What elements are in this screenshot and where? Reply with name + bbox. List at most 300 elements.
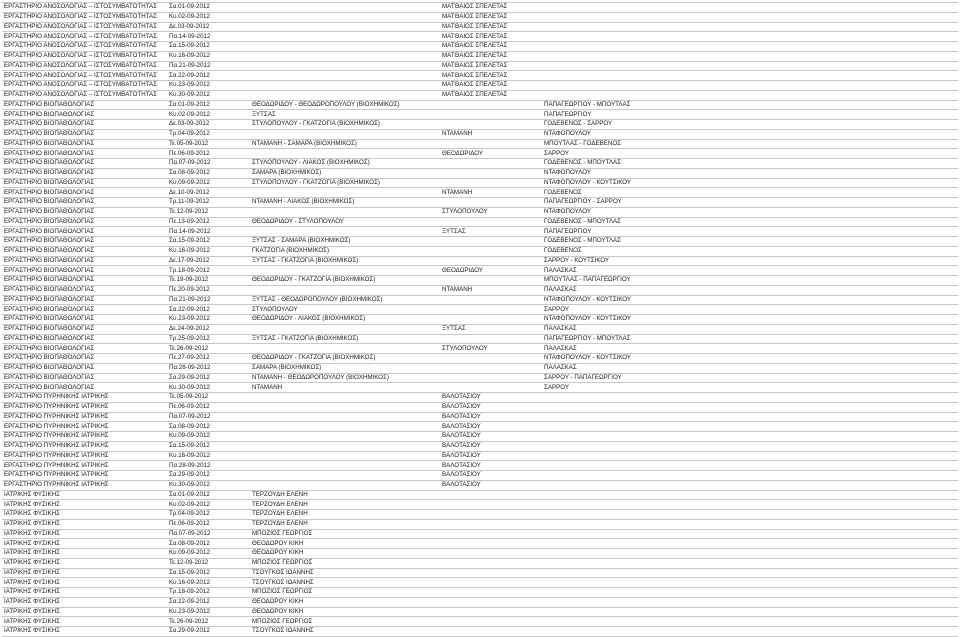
- empty-cell: [712, 32, 958, 42]
- assignee-a-cell: [250, 402, 440, 412]
- assignee-c-cell: ΠΑΠΑΓΕΩΡΓΙΟΥ - ΜΠΟΥΤΛΑΣ: [542, 334, 712, 344]
- assignee-c-cell: ΝΤΑΦΟΠΟΥΛΟΥ: [542, 168, 712, 178]
- lab-cell: ΕΡΓΑΣΤΗΡΙΟ ΑΝΟΣΟΛΟΓΙΑΣ – ΙΣΤΟΣΥΜΒΑΤΟΤΗΤΑΣ: [2, 22, 167, 32]
- table-row: [2, 198, 958, 208]
- lab-cell: ΕΡΓΑΣΤΗΡΙΟ ΒΙΟΠΑΘΟΛΟΓΙΑΣ: [2, 139, 167, 149]
- table-row: [2, 159, 958, 169]
- empty-cell: [712, 276, 958, 286]
- assignee-a-cell: [250, 412, 440, 422]
- empty-cell: [712, 373, 958, 383]
- date-cell: Τρ.25-09-2012: [167, 334, 250, 344]
- assignee-c-cell: [542, 519, 712, 529]
- date-cell: Σα.15-09-2012: [167, 441, 250, 451]
- assignee-a-cell: [250, 90, 440, 100]
- table-row: [2, 315, 958, 325]
- assignee-a-cell: ΞΥΤΣΑΣ - ΣΑΜΑΡΑ (ΒΙΟΧΗΜΙΚΟΣ): [250, 237, 440, 247]
- lab-cell: ΙΑΤΡΙΚΗΣ ΦΥΣΙΚΗΣ: [2, 568, 167, 578]
- empty-cell: [712, 627, 958, 637]
- table-row: [2, 383, 958, 393]
- assignee-c-cell: [542, 529, 712, 539]
- lab-cell: ΙΑΤΡΙΚΗΣ ΦΥΣΙΚΗΣ: [2, 529, 167, 539]
- empty-cell: [712, 51, 958, 61]
- date-cell: Πα.21-09-2012: [167, 61, 250, 71]
- empty-cell: [712, 110, 958, 120]
- assignee-b-cell: [440, 627, 542, 637]
- assignee-b-cell: [440, 168, 542, 178]
- lab-cell: ΕΡΓΑΣΤΗΡΙΟ ΒΙΟΠΑΘΟΛΟΓΙΑΣ: [2, 227, 167, 237]
- empty-cell: [712, 149, 958, 159]
- lab-cell: ΙΑΤΡΙΚΗΣ ΦΥΣΙΚΗΣ: [2, 597, 167, 607]
- date-cell: Δε.10-09-2012: [167, 188, 250, 198]
- empty-cell: [712, 217, 958, 227]
- lab-cell: ΕΡΓΑΣΤΗΡΙΟ ΒΙΟΠΑΘΟΛΟΓΙΑΣ: [2, 383, 167, 393]
- assignee-b-cell: [440, 110, 542, 120]
- assignee-b-cell: [440, 246, 542, 256]
- date-cell: Κυ.09-09-2012: [167, 178, 250, 188]
- assignee-b-cell: ΜΑΤΘΑΙΟΣ ΣΠΕΛΕΤΑΣ: [440, 12, 542, 22]
- lab-cell: ΕΡΓΑΣΤΗΡΙΟ ΒΙΟΠΑΘΟΛΟΓΙΑΣ: [2, 276, 167, 286]
- assignee-a-cell: ΤΣΟΥΓΚΟΣ ΙΩΑΝΝΗΣ: [250, 627, 440, 637]
- lab-cell: ΕΡΓΑΣΤΗΡΙΟ ΠΥΡΗΝΙΚΗΣ ΙΑΤΡΙΚΗΣ: [2, 393, 167, 403]
- lab-cell: ΕΡΓΑΣΤΗΡΙΟ ΒΙΟΠΑΘΟΛΟΓΙΑΣ: [2, 324, 167, 334]
- lab-cell: ΙΑΤΡΙΚΗΣ ΦΥΣΙΚΗΣ: [2, 607, 167, 617]
- assignee-b-cell: ΒΑΛΟΤΑΣΙΟΥ: [440, 402, 542, 412]
- date-cell: Σα.22-09-2012: [167, 305, 250, 315]
- assignee-c-cell: [542, 607, 712, 617]
- date-cell: Πα.21-09-2012: [167, 295, 250, 305]
- assignee-b-cell: ΒΑΛΟΤΑΣΙΟΥ: [440, 441, 542, 451]
- date-cell: Σα.22-09-2012: [167, 71, 250, 81]
- empty-cell: [712, 198, 958, 208]
- assignee-a-cell: ΣΤΥΛΟΠΟΥΛΟΥ: [250, 305, 440, 315]
- assignee-a-cell: ΘΕΟΔΩΡΟΥ ΚΙΚΗ: [250, 549, 440, 559]
- assignee-b-cell: ΒΑΛΟΤΑΣΙΟΥ: [440, 451, 542, 461]
- date-cell: Κυ.30-09-2012: [167, 480, 250, 490]
- empty-cell: [712, 510, 958, 520]
- assignee-c-cell: [542, 558, 712, 568]
- empty-cell: [712, 81, 958, 91]
- table-row: [2, 3, 958, 13]
- lab-cell: ΕΡΓΑΣΤΗΡΙΟ ΒΙΟΠΑΘΟΛΟΓΙΑΣ: [2, 129, 167, 139]
- date-cell: Σα.22-09-2012: [167, 597, 250, 607]
- table-row: [2, 588, 958, 598]
- assignee-b-cell: [440, 305, 542, 315]
- assignee-c-cell: ΠΑΛΑΣΚΑΣ: [542, 344, 712, 354]
- assignee-a-cell: ΤΕΡΖΟΥΔΗ ΕΛΕΝΗ: [250, 500, 440, 510]
- assignee-a-cell: ΝΤΑΜΑΝΗ - ΣΑΜΑΡΑ (ΒΙΟΧΗΜΙΚΟΣ): [250, 139, 440, 149]
- empty-cell: [712, 22, 958, 32]
- table-row: [2, 42, 958, 52]
- assignee-b-cell: ΒΑΛΟΤΑΣΙΟΥ: [440, 471, 542, 481]
- table-row: [2, 490, 958, 500]
- date-cell: Σα.29-09-2012: [167, 373, 250, 383]
- assignee-c-cell: [542, 402, 712, 412]
- assignee-b-cell: ΒΑΛΟΤΑΣΙΟΥ: [440, 480, 542, 490]
- date-cell: Πε.27-09-2012: [167, 354, 250, 364]
- assignee-b-cell: ΒΑΛΟΤΑΣΙΟΥ: [440, 393, 542, 403]
- lab-cell: ΕΡΓΑΣΤΗΡΙΟ ΠΥΡΗΝΙΚΗΣ ΙΑΤΡΙΚΗΣ: [2, 461, 167, 471]
- assignee-a-cell: ΜΠΟΖΙΟΣ ΓΕΩΡΓΙΟΣ: [250, 558, 440, 568]
- date-cell: Κυ.16-09-2012: [167, 51, 250, 61]
- lab-cell: ΙΑΤΡΙΚΗΣ ΦΥΣΙΚΗΣ: [2, 588, 167, 598]
- duty-roster-table: [2, 2, 958, 637]
- table-row: [2, 71, 958, 81]
- table-row: [2, 393, 958, 403]
- empty-cell: [712, 227, 958, 237]
- assignee-a-cell: [250, 451, 440, 461]
- table-row: [2, 51, 958, 61]
- lab-cell: ΕΡΓΑΣΤΗΡΙΟ ΑΝΟΣΟΛΟΓΙΑΣ – ΙΣΤΟΣΥΜΒΑΤΟΤΗΤΑΣ: [2, 32, 167, 42]
- assignee-b-cell: ΘΕΟΔΩΡΙΔΟΥ: [440, 149, 542, 159]
- empty-cell: [712, 168, 958, 178]
- lab-cell: ΕΡΓΑΣΤΗΡΙΟ ΒΙΟΠΑΘΟΛΟΓΙΑΣ: [2, 198, 167, 208]
- table-row: [2, 168, 958, 178]
- assignee-c-cell: [542, 510, 712, 520]
- assignee-a-cell: [250, 422, 440, 432]
- date-cell: Τρ.18-09-2012: [167, 266, 250, 276]
- date-cell: Δε.17-09-2012: [167, 256, 250, 266]
- date-cell: Πε.06-09-2012: [167, 519, 250, 529]
- assignee-b-cell: [440, 539, 542, 549]
- assignee-b-cell: [440, 490, 542, 500]
- assignee-b-cell: [440, 178, 542, 188]
- date-cell: Πα.14-09-2012: [167, 227, 250, 237]
- date-cell: Κυ.09-09-2012: [167, 432, 250, 442]
- lab-cell: ΕΡΓΑΣΤΗΡΙΟ ΒΙΟΠΑΘΟΛΟΓΙΑΣ: [2, 334, 167, 344]
- table-row: [2, 510, 958, 520]
- lab-cell: ΕΡΓΑΣΤΗΡΙΟ ΒΙΟΠΑΘΟΛΟΓΙΑΣ: [2, 246, 167, 256]
- assignee-c-cell: ΣΑΡΡΟΥ: [542, 383, 712, 393]
- assignee-b-cell: ΜΑΤΘΑΙΟΣ ΣΠΕΛΕΤΑΣ: [440, 32, 542, 42]
- assignee-a-cell: ΜΠΟΖΙΟΣ ΓΕΩΡΓΙΟΣ: [250, 617, 440, 627]
- date-cell: Σα.29-09-2012: [167, 627, 250, 637]
- assignee-a-cell: [250, 266, 440, 276]
- empty-cell: [712, 188, 958, 198]
- assignee-b-cell: ΝΤΑΜΑΝΗ: [440, 285, 542, 295]
- lab-cell: ΙΑΤΡΙΚΗΣ ΦΥΣΙΚΗΣ: [2, 578, 167, 588]
- assignee-c-cell: ΠΑΛΑΣΚΑΣ: [542, 285, 712, 295]
- empty-cell: [712, 588, 958, 598]
- date-cell: Δε.03-09-2012: [167, 22, 250, 32]
- empty-cell: [712, 12, 958, 22]
- lab-cell: ΕΡΓΑΣΤΗΡΙΟ ΠΥΡΗΝΙΚΗΣ ΙΑΤΡΙΚΗΣ: [2, 402, 167, 412]
- assignee-b-cell: [440, 217, 542, 227]
- assignee-a-cell: ΞΥΤΣΑΣ - ΘΕΟΔΩΡΟΠΟΥΛΟΥ (ΒΙΟΧΗΜΙΚΟΣ): [250, 295, 440, 305]
- table-row: [2, 617, 958, 627]
- assignee-a-cell: [250, 432, 440, 442]
- assignee-b-cell: [440, 120, 542, 130]
- assignee-c-cell: [542, 12, 712, 22]
- date-cell: Πε.06-09-2012: [167, 149, 250, 159]
- empty-cell: [712, 393, 958, 403]
- date-cell: Κυ.09-09-2012: [167, 549, 250, 559]
- assignee-a-cell: [250, 393, 440, 403]
- assignee-c-cell: [542, 422, 712, 432]
- assignee-a-cell: ΘΕΟΔΩΡΟΥ ΚΙΚΗ: [250, 539, 440, 549]
- date-cell: Τε.19-09-2012: [167, 276, 250, 286]
- assignee-c-cell: [542, 490, 712, 500]
- date-cell: Κυ.23-09-2012: [167, 315, 250, 325]
- assignee-b-cell: ΒΑΛΟΤΑΣΙΟΥ: [440, 432, 542, 442]
- empty-cell: [712, 207, 958, 217]
- lab-cell: ΕΡΓΑΣΤΗΡΙΟ ΑΝΟΣΟΛΟΓΙΑΣ – ΙΣΤΟΣΥΜΒΑΤΟΤΗΤΑΣ: [2, 12, 167, 22]
- assignee-c-cell: ΜΠΟΥΤΛΑΣ - ΓΟΔΕΒΕΝΟΣ: [542, 139, 712, 149]
- table-row: [2, 422, 958, 432]
- assignee-b-cell: ΜΑΤΘΑΙΟΣ ΣΠΕΛΕΤΑΣ: [440, 61, 542, 71]
- empty-cell: [712, 285, 958, 295]
- assignee-b-cell: [440, 597, 542, 607]
- table-row: [2, 558, 958, 568]
- date-cell: Τρ.11-09-2012: [167, 198, 250, 208]
- table-row: [2, 139, 958, 149]
- assignee-b-cell: [440, 100, 542, 110]
- assignee-c-cell: [542, 32, 712, 42]
- lab-cell: ΙΑΤΡΙΚΗΣ ΦΥΣΙΚΗΣ: [2, 558, 167, 568]
- empty-cell: [712, 412, 958, 422]
- table-row: [2, 373, 958, 383]
- date-cell: Πα.28-09-2012: [167, 363, 250, 373]
- assignee-c-cell: ΝΤΑΦΟΠΟΥΛΟΥ - ΚΟΥΤΣΙΚΟΥ: [542, 354, 712, 364]
- date-cell: Πα.14-09-2012: [167, 32, 250, 42]
- table-row: [2, 480, 958, 490]
- assignee-b-cell: ΝΤΑΜΑΝΗ: [440, 129, 542, 139]
- assignee-c-cell: [542, 90, 712, 100]
- lab-cell: ΕΡΓΑΣΤΗΡΙΟ ΒΙΟΠΑΘΟΛΟΓΙΑΣ: [2, 188, 167, 198]
- assignee-b-cell: [440, 354, 542, 364]
- table-row: [2, 607, 958, 617]
- assignee-a-cell: ΞΥΤΣΑΣ - ΓΚΑΤΖΟΓΙΑ (ΒΙΟΧΗΜΙΚΟΣ): [250, 256, 440, 266]
- assignee-b-cell: ΞΥΤΣΑΣ: [440, 227, 542, 237]
- date-cell: Κυ.16-09-2012: [167, 246, 250, 256]
- lab-cell: ΕΡΓΑΣΤΗΡΙΟ ΠΥΡΗΝΙΚΗΣ ΙΑΤΡΙΚΗΣ: [2, 441, 167, 451]
- assignee-c-cell: [542, 480, 712, 490]
- assignee-a-cell: ΜΠΟΖΙΟΣ ΓΕΩΡΓΙΟΣ: [250, 529, 440, 539]
- lab-cell: ΕΡΓΑΣΤΗΡΙΟ ΠΥΡΗΝΙΚΗΣ ΙΑΤΡΙΚΗΣ: [2, 480, 167, 490]
- lab-cell: ΕΡΓΑΣΤΗΡΙΟ ΒΙΟΠΑΘΟΛΟΓΙΑΣ: [2, 178, 167, 188]
- table-row: [2, 519, 958, 529]
- table-row: [2, 412, 958, 422]
- table-row: [2, 344, 958, 354]
- assignee-b-cell: [440, 510, 542, 520]
- table-row: [2, 149, 958, 159]
- date-cell: Σα.29-09-2012: [167, 471, 250, 481]
- date-cell: Κυ.23-09-2012: [167, 607, 250, 617]
- date-cell: Τε.05-09-2012: [167, 393, 250, 403]
- assignee-c-cell: [542, 432, 712, 442]
- assignee-c-cell: [542, 412, 712, 422]
- empty-cell: [712, 451, 958, 461]
- assignee-c-cell: ΠΑΠΑΓΕΩΡΓΙΟΥ: [542, 227, 712, 237]
- assignee-b-cell: ΝΤΑΜΑΝΗ: [440, 188, 542, 198]
- date-cell: Σα.01-09-2012: [167, 100, 250, 110]
- date-cell: Σα.08-09-2012: [167, 539, 250, 549]
- assignee-a-cell: ΤΕΡΖΟΥΔΗ ΕΛΕΝΗ: [250, 510, 440, 520]
- assignee-c-cell: ΠΑΛΑΣΚΑΣ: [542, 324, 712, 334]
- lab-cell: ΙΑΤΡΙΚΗΣ ΦΥΣΙΚΗΣ: [2, 510, 167, 520]
- assignee-c-cell: ΠΑΠΑΓΕΩΡΓΙΟΥ - ΣΑΡΡΟΥ: [542, 198, 712, 208]
- table-row: [2, 471, 958, 481]
- lab-cell: ΕΡΓΑΣΤΗΡΙΟ ΑΝΟΣΟΛΟΓΙΑΣ – ΙΣΤΟΣΥΜΒΑΤΟΤΗΤΑΣ: [2, 3, 167, 13]
- empty-cell: [712, 500, 958, 510]
- assignee-c-cell: ΠΑΠΑΓΕΩΡΓΙΟΥ - ΜΠΟΥΤΛΑΣ: [542, 100, 712, 110]
- table-row: [2, 295, 958, 305]
- date-cell: Κυ.02-09-2012: [167, 500, 250, 510]
- assignee-c-cell: ΠΑΛΑΣΚΑΣ: [542, 266, 712, 276]
- empty-cell: [712, 178, 958, 188]
- empty-cell: [712, 461, 958, 471]
- empty-cell: [712, 344, 958, 354]
- assignee-a-cell: ΘΕΟΔΩΡΙΔΟΥ - ΛΙΑΚΟΣ (ΒΙΟΧΗΜΙΚΟΣ): [250, 315, 440, 325]
- table-row: [2, 441, 958, 451]
- empty-cell: [712, 100, 958, 110]
- date-cell: Τε.26-09-2012: [167, 344, 250, 354]
- empty-cell: [712, 305, 958, 315]
- assignee-c-cell: [542, 617, 712, 627]
- assignee-b-cell: [440, 578, 542, 588]
- assignee-a-cell: [250, 441, 440, 451]
- table-row: [2, 500, 958, 510]
- empty-cell: [712, 354, 958, 364]
- lab-cell: ΕΡΓΑΣΤΗΡΙΟ ΒΙΟΠΑΘΟΛΟΓΙΑΣ: [2, 373, 167, 383]
- date-cell: Τρ.04-09-2012: [167, 129, 250, 139]
- assignee-c-cell: [542, 578, 712, 588]
- assignee-a-cell: ΘΕΟΔΩΡΟΥ ΚΙΚΗ: [250, 597, 440, 607]
- assignee-c-cell: ΓΟΔΕΒΕΝΟΣ - ΜΠΟΥΤΛΑΣ: [542, 159, 712, 169]
- assignee-a-cell: [250, 149, 440, 159]
- lab-cell: ΕΡΓΑΣΤΗΡΙΟ ΒΙΟΠΑΘΟΛΟΓΙΑΣ: [2, 266, 167, 276]
- empty-cell: [712, 519, 958, 529]
- lab-cell: ΕΡΓΑΣΤΗΡΙΟ ΒΙΟΠΑΘΟΛΟΓΙΑΣ: [2, 285, 167, 295]
- assignee-b-cell: [440, 256, 542, 266]
- table-row: [2, 81, 958, 91]
- assignee-b-cell: [440, 383, 542, 393]
- lab-cell: ΕΡΓΑΣΤΗΡΙΟ ΒΙΟΠΑΘΟΛΟΓΙΑΣ: [2, 110, 167, 120]
- date-cell: Πε.20-09-2012: [167, 285, 250, 295]
- assignee-a-cell: ΝΤΑΜΑΝΗ - ΛΙΑΚΟΣ (ΒΙΟΧΗΜΙΚΟΣ): [250, 198, 440, 208]
- assignee-b-cell: ΞΥΤΣΑΣ: [440, 324, 542, 334]
- table-row: [2, 363, 958, 373]
- assignee-c-cell: ΝΤΑΦΟΠΟΥΛΟΥ - ΚΟΥΤΣΙΚΟΥ: [542, 178, 712, 188]
- assignee-b-cell: [440, 549, 542, 559]
- assignee-c-cell: ΝΤΑΦΟΠΟΥΛΟΥ - ΚΟΥΤΣΙΚΟΥ: [542, 295, 712, 305]
- assignee-a-cell: [250, 42, 440, 52]
- date-cell: Δε.24-09-2012: [167, 324, 250, 334]
- table-row: [2, 266, 958, 276]
- assignee-b-cell: [440, 159, 542, 169]
- table-row: [2, 461, 958, 471]
- assignee-b-cell: [440, 198, 542, 208]
- assignee-c-cell: ΝΤΑΦΟΠΟΥΛΟΥ: [542, 129, 712, 139]
- empty-cell: [712, 3, 958, 13]
- assignee-b-cell: [440, 588, 542, 598]
- date-cell: Κυ.30-09-2012: [167, 383, 250, 393]
- empty-cell: [712, 441, 958, 451]
- lab-cell: ΕΡΓΑΣΤΗΡΙΟ ΒΙΟΠΑΘΟΛΟΓΙΑΣ: [2, 207, 167, 217]
- assignee-a-cell: ΜΠΟΖΙΟΣ ΓΕΩΡΓΙΟΣ: [250, 588, 440, 598]
- assignee-c-cell: [542, 61, 712, 71]
- assignee-b-cell: ΜΑΤΘΑΙΟΣ ΣΠΕΛΕΤΑΣ: [440, 22, 542, 32]
- assignee-a-cell: ΘΕΟΔΩΡΙΔΟΥ - ΣΤΥΛΟΠΟΥΛΟΥ: [250, 217, 440, 227]
- assignee-a-cell: [250, 461, 440, 471]
- empty-cell: [712, 471, 958, 481]
- assignee-b-cell: ΒΑΛΟΤΑΣΙΟΥ: [440, 412, 542, 422]
- table-row: [2, 12, 958, 22]
- assignee-c-cell: ΓΟΔΕΒΕΝΟΣ: [542, 246, 712, 256]
- table-row: [2, 256, 958, 266]
- assignee-b-cell: ΒΑΛΟΤΑΣΙΟΥ: [440, 422, 542, 432]
- empty-cell: [712, 246, 958, 256]
- assignee-c-cell: [542, 549, 712, 559]
- table-row: [2, 237, 958, 247]
- assignee-c-cell: ΓΟΔΕΒΕΝΟΣ: [542, 188, 712, 198]
- assignee-a-cell: ΣΤΥΛΟΠΟΥΛΟΥ - ΛΙΑΚΟΣ (ΒΙΟΧΗΜΙΚΟΣ): [250, 159, 440, 169]
- assignee-b-cell: ΘΕΟΔΩΡΙΔΟΥ: [440, 266, 542, 276]
- assignee-b-cell: [440, 529, 542, 539]
- date-cell: Κυ.30-09-2012: [167, 90, 250, 100]
- empty-cell: [712, 266, 958, 276]
- lab-cell: ΕΡΓΑΣΤΗΡΙΟ ΒΙΟΠΑΘΟΛΟΓΙΑΣ: [2, 100, 167, 110]
- lab-cell: ΕΡΓΑΣΤΗΡΙΟ ΒΙΟΠΑΘΟΛΟΓΙΑΣ: [2, 159, 167, 169]
- lab-cell: ΕΡΓΑΣΤΗΡΙΟ ΠΥΡΗΝΙΚΗΣ ΙΑΤΡΙΚΗΣ: [2, 422, 167, 432]
- table-row: [2, 529, 958, 539]
- table-row: [2, 597, 958, 607]
- date-cell: Σα.01-09-2012: [167, 3, 250, 13]
- assignee-a-cell: ΓΚΑΤΖΟΓΙΑ (ΒΙΟΧΗΜΙΚΟΣ): [250, 246, 440, 256]
- assignee-c-cell: ΣΑΡΡΟΥ: [542, 305, 712, 315]
- table-row: [2, 61, 958, 71]
- assignee-a-cell: [250, 12, 440, 22]
- assignee-c-cell: [542, 81, 712, 91]
- empty-cell: [712, 568, 958, 578]
- empty-cell: [712, 237, 958, 247]
- assignee-c-cell: ΠΑΠΑΓΕΩΡΓΙΟΥ: [542, 110, 712, 120]
- lab-cell: ΕΡΓΑΣΤΗΡΙΟ ΒΙΟΠΑΘΟΛΟΓΙΑΣ: [2, 120, 167, 130]
- empty-cell: [712, 159, 958, 169]
- empty-cell: [712, 120, 958, 130]
- assignee-b-cell: [440, 295, 542, 305]
- lab-cell: ΕΡΓΑΣΤΗΡΙΟ ΒΙΟΠΑΘΟΛΟΓΙΑΣ: [2, 217, 167, 227]
- empty-cell: [712, 558, 958, 568]
- assignee-a-cell: ΣΤΥΛΟΠΟΥΛΟΥ - ΓΚΑΤΖΟΓΙΑ (ΒΙΟΧΗΜΙΚΟΣ): [250, 178, 440, 188]
- table-row: [2, 549, 958, 559]
- assignee-a-cell: [250, 129, 440, 139]
- assignee-a-cell: ΤΣΟΥΓΚΟΣ ΙΩΑΝΝΗΣ: [250, 578, 440, 588]
- empty-cell: [712, 529, 958, 539]
- assignee-a-cell: [250, 285, 440, 295]
- date-cell: Πα.07-09-2012: [167, 529, 250, 539]
- assignee-c-cell: ΓΟΔΕΒΕΝΟΣ - ΜΠΟΥΤΛΑΣ: [542, 237, 712, 247]
- date-cell: Πε.13-09-2012: [167, 217, 250, 227]
- assignee-b-cell: ΜΑΤΘΑΙΟΣ ΣΠΕΛΕΤΑΣ: [440, 81, 542, 91]
- empty-cell: [712, 480, 958, 490]
- assignee-b-cell: [440, 373, 542, 383]
- lab-cell: ΙΑΤΡΙΚΗΣ ΦΥΣΙΚΗΣ: [2, 539, 167, 549]
- assignee-b-cell: [440, 607, 542, 617]
- lab-cell: ΕΡΓΑΣΤΗΡΙΟ ΒΙΟΠΑΘΟΛΟΓΙΑΣ: [2, 295, 167, 305]
- assignee-a-cell: ΣΑΜΑΡΑ (ΒΙΟΧΗΜΙΚΟΣ): [250, 363, 440, 373]
- assignee-a-cell: [250, 22, 440, 32]
- assignee-a-cell: [250, 61, 440, 71]
- assignee-c-cell: ΝΤΑΦΟΠΟΥΛΟΥ: [542, 207, 712, 217]
- date-cell: Πα.07-09-2012: [167, 159, 250, 169]
- assignee-b-cell: [440, 617, 542, 627]
- assignee-b-cell: [440, 315, 542, 325]
- assignee-c-cell: [542, 451, 712, 461]
- assignee-c-cell: ΣΑΡΡΟΥ - ΚΟΥΤΣΙΚΟΥ: [542, 256, 712, 266]
- empty-cell: [712, 139, 958, 149]
- empty-cell: [712, 578, 958, 588]
- empty-cell: [712, 61, 958, 71]
